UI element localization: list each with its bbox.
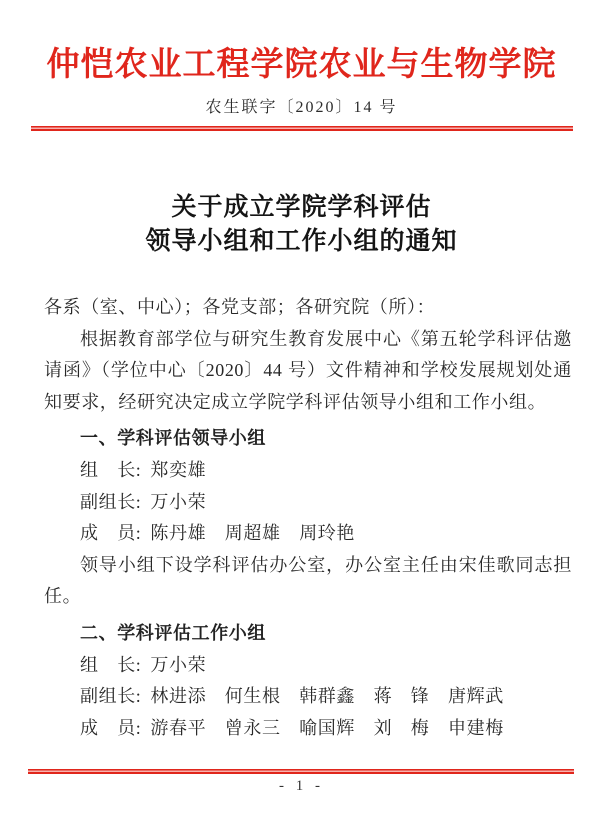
doc-number: 农生联字〔2020〕14 号 bbox=[205, 99, 398, 116]
role-names: 万小荣 bbox=[150, 654, 207, 675]
notice-title-line1: 关于成立学院学科评估 bbox=[171, 194, 432, 221]
role-names: 游春平 曾永三 喻国辉 刘 梅 申建梅 bbox=[150, 717, 504, 738]
section-2-members-row bbox=[44, 713, 572, 745]
role-names: 郑奕雄 bbox=[150, 459, 207, 480]
notice-title bbox=[0, 191, 603, 259]
letterhead bbox=[0, 0, 603, 131]
role-label: 组 长: bbox=[80, 459, 142, 480]
role-label: 副组长: bbox=[80, 491, 142, 512]
role-label: 成 员: bbox=[80, 523, 142, 544]
section-1-heading: 一、学科评估领导小组 bbox=[80, 428, 266, 449]
org-name: 仲恺农业工程学院农业与生物学院 bbox=[46, 47, 557, 83]
page-number: - 1 - bbox=[279, 778, 324, 794]
role-names: 陈丹雄 周超雄 周玲艳 bbox=[150, 523, 356, 544]
section-2-heading: 二、学科评估工作小组 bbox=[80, 622, 266, 643]
role-names: 林进添 何生根 韩群鑫 蒋 锋 唐辉武 bbox=[150, 686, 504, 707]
section-1-leader-row bbox=[44, 455, 572, 487]
role-label: 成 员: bbox=[80, 717, 142, 738]
intro-paragraph: 根据教育部学位与研究生教育发展中心《第五轮学科评估邀请函》（学位中心〔2020〕44 号）文件精神和学校发展规划处通知要求，经研究决定成立学院学科评估领导小组和工作小组。 bbox=[44, 328, 572, 412]
section-1-deputy-row bbox=[44, 487, 572, 519]
role-label: 副组长: bbox=[80, 686, 142, 707]
section-2-deputy-row bbox=[44, 681, 572, 713]
header-rule bbox=[31, 126, 573, 131]
notice-body bbox=[0, 292, 603, 744]
notice-title-line2: 领导小组和工作小组的通知 bbox=[145, 228, 458, 255]
section-1-members-row bbox=[44, 518, 572, 550]
section-2-leader-row bbox=[44, 650, 572, 682]
section-1-note: 领导小组下设学科评估办公室，办公室主任由宋佳歌同志担任。 bbox=[44, 554, 572, 607]
salutation: 各系（室、中心）；各党支部；各研究院（所）： bbox=[44, 297, 436, 317]
role-names: 万小荣 bbox=[150, 491, 207, 512]
role-label: 组 长: bbox=[80, 654, 142, 675]
footer-rule bbox=[28, 769, 574, 774]
